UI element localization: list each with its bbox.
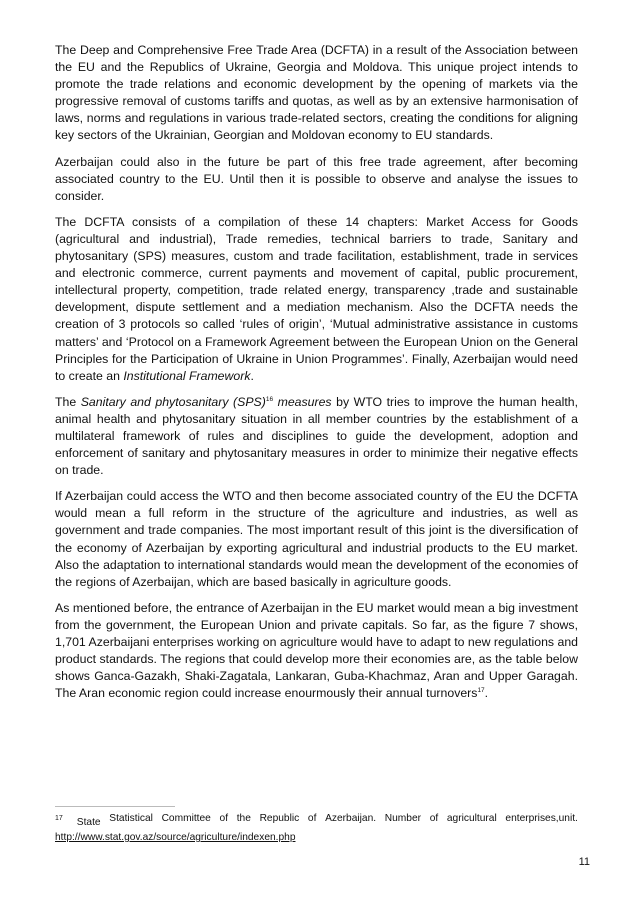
paragraph-dcfta-intro xyxy=(55,42,578,145)
body-text xyxy=(55,42,578,711)
footnote-link[interactable]: http://www.stat.gov.az/source/agriculture/indexen.php xyxy=(55,832,296,843)
paragraph-sps-measures xyxy=(55,394,578,479)
footnote-word: Azerbaijan. xyxy=(325,813,377,824)
footnote-word: of xyxy=(307,813,317,824)
footnote-divider xyxy=(55,806,175,807)
paragraph-azerbaijan-future xyxy=(55,154,578,205)
paragraph-text: Azerbaijan could also in the future be part of this free trade agreement, after becoming associated country to the EU. Until then it is possible to observe and analyse the issues to consider. xyxy=(55,154,578,203)
paragraph-text: If Azerbaijan could access the WTO and then become associated country of the EU the DCFTA would mean a full reform in the structure of the agriculture and industries, as well as government and trade companies. The most important result of this joint is the diversification of the economy of Azerbaijan by exporting agricultural and industrial products to the EU market. Also the adaptation to international standards would mean the development of the economies of the regions of Azerbaijan, which are based basically in agriculture goods. xyxy=(55,489,578,589)
paragraph-text: The xyxy=(55,394,81,409)
footnote-mark: 17 xyxy=(55,815,63,822)
footnote-mark-word xyxy=(55,811,101,830)
footnote-word: Republic xyxy=(259,813,300,824)
footnote-word: Number xyxy=(384,813,421,824)
page-number: 11 xyxy=(578,856,590,868)
footnote-word: agricultural xyxy=(446,813,497,824)
paragraph-text: The DCFTA consists of a compilation of these 14 chapters: Market Access for Goods (agricultural and industrial), Trade remedies, technical barriers to trade, Sanitary and phytosanitary (SPS) measures, custom and trade facilitation, establishment, trade in services and electronic commerce, current payments and movement of capital, public procurement, intellectural property, competition, trade related energy, transparency ,trade and sustainable development, dispute settlement and a mediation mechanism. Also the DCFTA needs the creation of 3 protocols so called ‘rules of origin’, ‘Mutual administrative assistance in customs matters’ and ‘Protocol on a Framework Agreement between the European Union on the General Principles for the Participation of Ukraine in Union Programmes’. Finally, Azerbaijan would need to create an xyxy=(55,214,578,383)
italic-term: Sanitary and phytosanitary (SPS) xyxy=(80,394,266,409)
paragraph-text: As mentioned before, the entrance of Azerbaijan in the EU market would mean a big investment from the government, the European Union and private capitals. So far, as the figure 7 shows, 1,701 Azerbaijani enterprises working on agriculture would have to adapt to new regulations and product standards. The regions that could develop more their economies are, as the table below shows Ganca-Gazakh, Shaki-Zagatala, Lankaran, Guba-Khachmaz, Aran and Upper Garagah. The Aran economic region could increase enourmously their annual turnovers xyxy=(55,600,578,701)
footnote-word: the xyxy=(236,813,251,824)
footnote-url-line xyxy=(55,830,578,845)
footnote-word: of xyxy=(429,813,439,824)
footnote-word: enterprises,unit. xyxy=(505,813,578,824)
paragraph-text: . xyxy=(250,368,254,383)
footnote-ref-16: 16 xyxy=(265,395,274,403)
paragraph-dcfta-chapters xyxy=(55,214,578,385)
footnote-ref-17: 17 xyxy=(477,687,485,695)
paragraph-eu-market xyxy=(55,600,578,703)
footnote-word: Committee xyxy=(161,813,211,824)
paragraph-wto-reform xyxy=(55,488,578,591)
footnote-word: of xyxy=(219,813,229,824)
paragraph-text: . xyxy=(484,686,489,701)
footnote-word: State xyxy=(76,817,101,828)
footnote-word: Statistical xyxy=(109,813,153,824)
footnote xyxy=(55,811,578,845)
italic-term: measures xyxy=(273,394,332,409)
italic-term: Institutional Framework xyxy=(123,368,251,383)
paragraph-text: The Deep and Comprehensive Free Trade Area (DCFTA) in a result of the Association between the EU and the Republics of Ukraine, Georgia and Moldova. This unique project intends to promote the trade relations and economic development by the opening of markets via the progressive removal of customs tariffs and quotas, as well as by an extensive harmonisation of laws, norms and regulations in various trade-related sectors, creating the conditions for aligning key sectors of the Ukrainian, Georgian and Moldovan economy to EU standards. xyxy=(55,43,578,143)
footnote-citation xyxy=(55,811,578,830)
paragraph-text: by WTO tries to improve the human health, animal health and phytosanitary situation in all member countries by the establishment of a multilateral framework of rules and disciplines to guide the development, adoption and enforcement of sanitary and phytosanitary measures in order to minimize their negative effects on trade. xyxy=(55,394,579,478)
